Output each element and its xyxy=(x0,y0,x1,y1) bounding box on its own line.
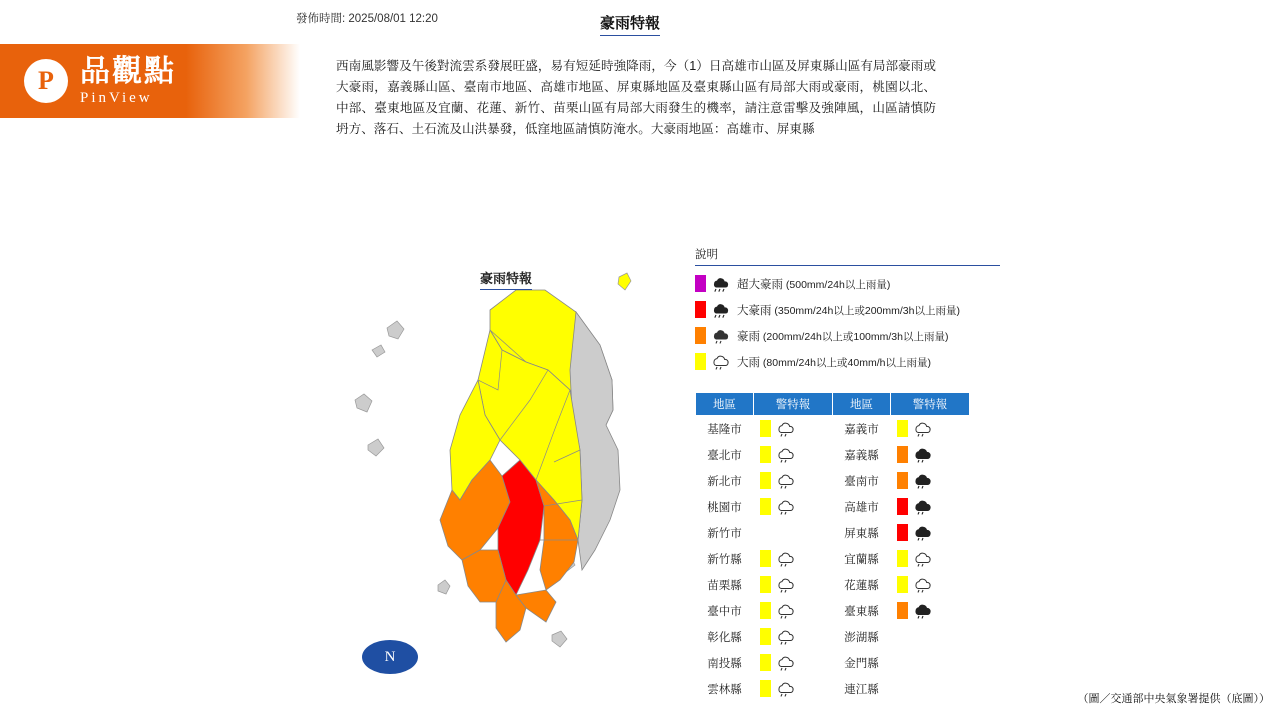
source-credit: （圖／交通部中央氣象署提供（底圖）） xyxy=(1077,693,1270,705)
rain-cloud-icon xyxy=(710,328,732,344)
area-cell: 新北市 xyxy=(707,475,742,488)
area-cell: 桃園市 xyxy=(707,501,742,514)
warning-cell xyxy=(754,676,833,702)
table-row xyxy=(696,598,970,624)
legend-swatch xyxy=(695,327,706,344)
table-row xyxy=(696,546,970,572)
logo-mark-icon: P xyxy=(24,59,68,103)
legend-swatch xyxy=(695,301,706,318)
area-cell: 澎湖縣 xyxy=(844,631,879,644)
map-title: 豪雨特報 xyxy=(480,268,532,290)
warning-rain-icon xyxy=(775,499,797,515)
area-cell: 屏東縣 xyxy=(844,527,879,540)
col-warn-left: 警特報 xyxy=(754,393,833,416)
warning-cell xyxy=(754,520,833,546)
area-cell: 臺北市 xyxy=(707,449,742,462)
table-row xyxy=(696,442,970,468)
warning-rain-icon xyxy=(775,681,797,697)
table-row xyxy=(696,676,970,702)
warning-rain-icon xyxy=(912,551,934,567)
warning-cell xyxy=(891,546,970,572)
table-header-row xyxy=(696,393,970,416)
col-area-left: 地區 xyxy=(696,393,754,416)
heavy-rain-icon xyxy=(710,276,732,292)
warning-cell xyxy=(891,468,970,494)
table-row xyxy=(696,494,970,520)
area-cell: 苗栗縣 xyxy=(707,579,742,592)
legend-title: 說明 xyxy=(695,246,1000,266)
area-cell: 新竹縣 xyxy=(707,553,742,566)
warning-cell xyxy=(754,650,833,676)
taiwan-rainfall-map xyxy=(330,250,680,710)
warning-table xyxy=(695,392,970,702)
warning-rain-icon xyxy=(775,629,797,645)
warning-cell xyxy=(754,468,833,494)
legend-text: 超大豪雨 (500mm/24h以上雨量) xyxy=(737,278,891,291)
table-row xyxy=(696,572,970,598)
logo-english-name: PinView xyxy=(80,89,153,106)
warning-cell xyxy=(891,494,970,520)
warning-cell xyxy=(891,676,970,702)
area-cell: 宜蘭縣 xyxy=(844,553,879,566)
col-warn-right: 警特報 xyxy=(891,393,970,416)
area-cell: 臺東縣 xyxy=(844,605,879,618)
warning-cell xyxy=(754,546,833,572)
area-cell: 彰化縣 xyxy=(707,631,742,644)
legend-text: 大雨 (80mm/24h以上或40mm/h以上雨量) xyxy=(737,356,931,369)
legend-item xyxy=(695,353,1000,370)
warning-rain-icon xyxy=(775,421,797,437)
area-cell: 高雄市 xyxy=(844,501,879,514)
legend-item xyxy=(695,275,1000,292)
col-area-right: 地區 xyxy=(833,393,891,416)
legend xyxy=(695,246,1000,370)
warning-rain-icon xyxy=(775,603,797,619)
light-rain-icon xyxy=(710,354,732,370)
legend-swatch xyxy=(695,353,706,370)
area-cell: 嘉義市 xyxy=(844,423,879,436)
warning-cell xyxy=(891,572,970,598)
issue-time: 發佈時間: 2025/08/01 12:20 xyxy=(296,13,438,25)
warning-rain-icon xyxy=(912,577,934,593)
area-cell: 連江縣 xyxy=(844,683,879,696)
page-title: 豪雨特報 xyxy=(600,12,660,36)
legend-item xyxy=(695,327,1000,344)
warning-rain-icon xyxy=(912,447,934,463)
area-cell: 新竹市 xyxy=(707,527,742,540)
legend-text: 大豪雨 (350mm/24h以上或200mm/3h以上雨量) xyxy=(737,304,960,317)
legend-text: 豪雨 (200mm/24h以上或100mm/3h以上雨量) xyxy=(737,330,949,343)
area-cell: 南投縣 xyxy=(707,657,742,670)
area-cell: 金門縣 xyxy=(844,657,879,670)
area-cell: 嘉義縣 xyxy=(844,449,879,462)
warning-rain-icon xyxy=(912,473,934,489)
table-row xyxy=(696,416,970,442)
warning-cell xyxy=(754,442,833,468)
area-cell: 臺南市 xyxy=(844,475,879,488)
warning-rain-icon xyxy=(912,499,934,515)
area-cell: 臺中市 xyxy=(707,605,742,618)
warning-cell xyxy=(754,598,833,624)
warning-rain-icon xyxy=(912,525,934,541)
warning-cell xyxy=(891,598,970,624)
warning-cell xyxy=(891,650,970,676)
warning-cell xyxy=(891,442,970,468)
legend-swatch xyxy=(695,275,706,292)
warning-cell xyxy=(754,624,833,650)
table-body xyxy=(696,416,970,702)
warning-rain-icon xyxy=(912,603,934,619)
warning-rain-icon xyxy=(775,655,797,671)
advisory-paragraph: 西南風影響及午後對流雲系發展旺盛，易有短延時強降雨，今（1）日高雄市山區及屏東縣山區有局部豪雨或大豪雨，嘉義縣山區、臺南市地區、高雄市地區、屏東縣地區及臺東縣山區有局部大雨或豪雨，桃園以北、中部、臺東地區及宜蘭、花蓮、新竹、苗栗山區有局部大雨發生的機率，請注意雷擊及強陣風，山區請慎防坍方、落石、土石流及山洪暴發，低窪地區請慎防淹水。大豪雨地區：高雄市、屏東縣 xyxy=(336,59,936,136)
table-row xyxy=(696,468,970,494)
table-row xyxy=(696,520,970,546)
logo-chinese-name: 品觀點 xyxy=(80,54,176,88)
area-cell: 花蓮縣 xyxy=(844,579,879,592)
site-logo xyxy=(0,44,300,118)
warning-rain-icon xyxy=(775,577,797,593)
warning-rain-icon xyxy=(775,551,797,567)
table-row xyxy=(696,624,970,650)
area-cell: 雲林縣 xyxy=(707,683,742,696)
heavy-rain-icon xyxy=(710,302,732,318)
warning-rain-icon xyxy=(775,447,797,463)
warning-cell xyxy=(891,520,970,546)
warning-rain-icon xyxy=(912,421,934,437)
legend-item xyxy=(695,301,1000,318)
area-cell: 基隆市 xyxy=(707,423,742,436)
compass-icon: N xyxy=(362,640,418,674)
warning-cell xyxy=(754,416,833,442)
warning-cell xyxy=(754,572,833,598)
logo-text xyxy=(80,54,176,106)
warning-cell xyxy=(891,624,970,650)
warning-rain-icon xyxy=(775,473,797,489)
warning-cell xyxy=(754,494,833,520)
table-row xyxy=(696,650,970,676)
warning-cell xyxy=(891,416,970,442)
